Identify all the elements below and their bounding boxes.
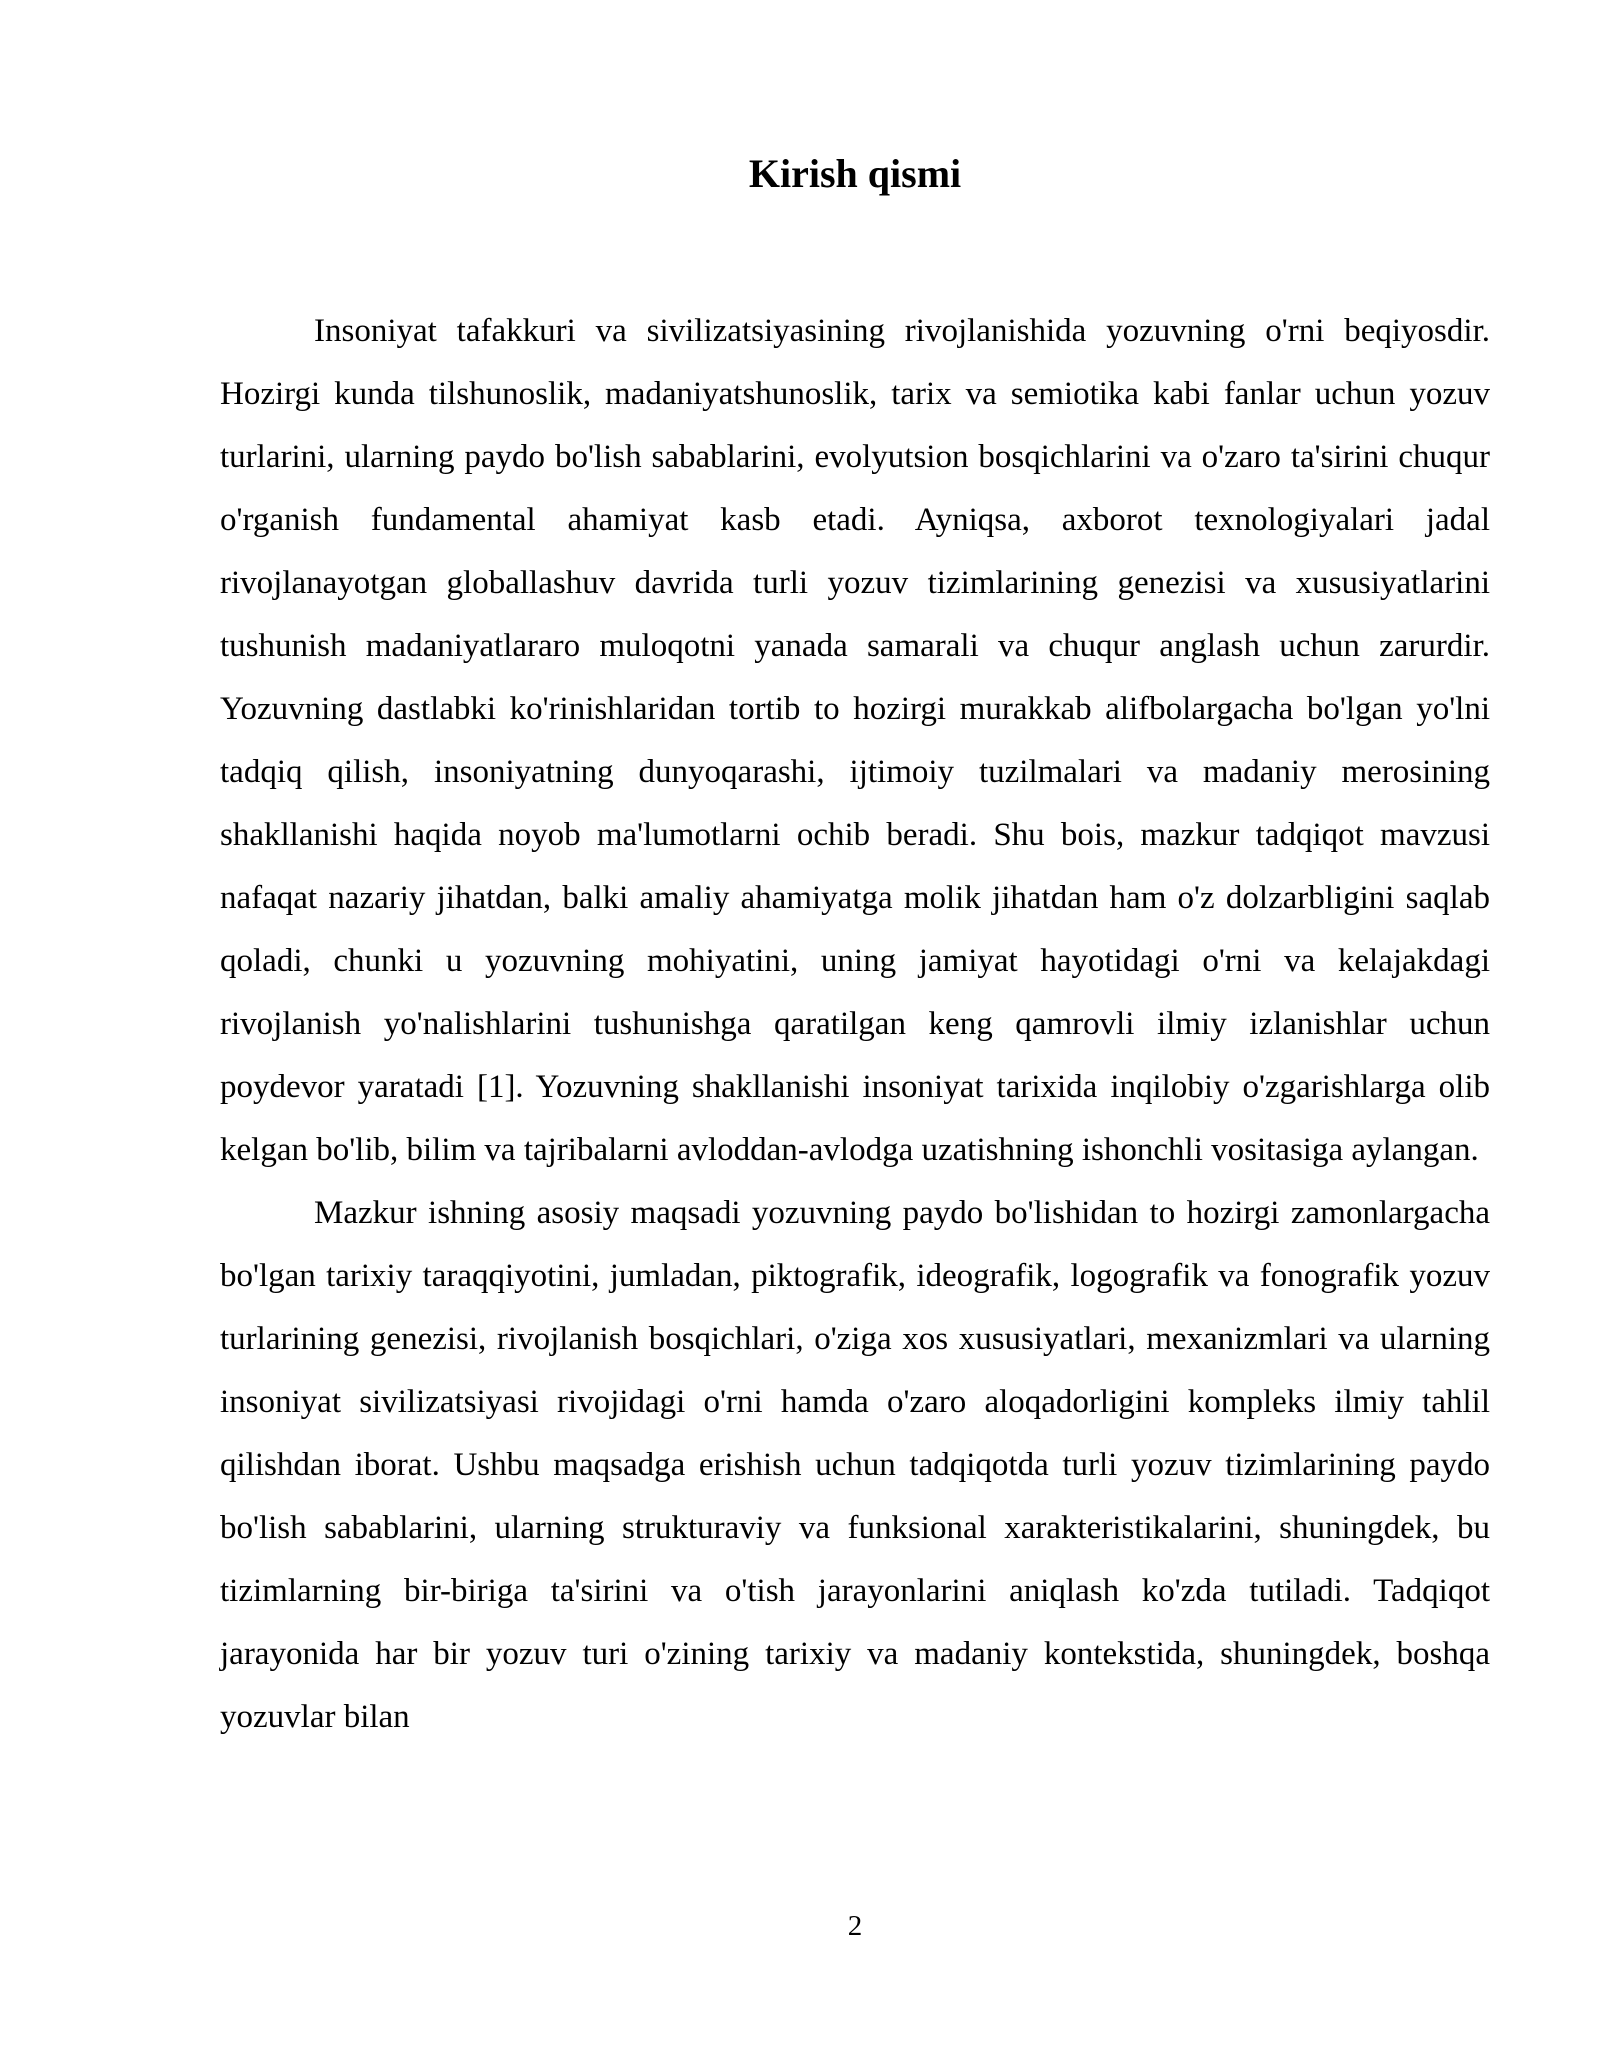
page-title: Kirish qismi — [748, 151, 962, 196]
paragraph: Insoniyat tafakkuri va sivilizatsiyasining rivojlanishida yozuvning o'rni beqiyosdir. Hozirgi kunda tilshunoslik, madaniyatshunoslik, tarix va semiotika kabi fanlar uchun yozuv turlarini, ularning paydo bo'lish sabablarini, evolyutsion bosqichlarini va o'zaro ta'sirini chuqur o'rganish fundamental ahamiyat kasb etadi. Ayniqsa, axborot texnologiyalari jadal rivojlanayotgan globallashuv davrida turli yozuv tizimlarining genezisi va xususiyatlarini tushunish madaniyatlararo muloqotni yanada samarali va chuqur anglash uchun zarurdir. Yozuvning dastlabki ko'rinishlaridan tortib to hozirgi murakkab alifbolargacha bo'lgan yo'lni tadqiq qilish, insoniyatning dunyoqarashi, ijtimoiy tuzilmalari va madaniy merosining shakllanishi haqida noyob ma'lumotlarni ochib beradi. Shu bois, mazkur tadqiqot mavzusi nafaqat nazariy jihatdan, balki amaliy ahamiyatga molik jihatdan ham o'z dolzarbligini saqlab qoladi, chunki u yozuvning mohiyatini, uning jamiyat hayotidagi o'rni va kelajakdagi rivojlanish yo'nalishlarini tushunishga qaratilgan keng qamrovli ilmiy izlanishlar uchun poydevor yaratadi [1]. Yozuvning shakllanishi insoniyat tarixida inqilobiy o'zgarishlarga olib kelgan bo'lib, bilim va tajribalarni avloddan-avlodga uzatishning ishonchli vositasiga aylangan. — [220, 313, 1490, 1168]
page-number: 2 — [847, 1910, 863, 1942]
document-body — [220, 300, 1490, 1749]
paragraph: Mazkur ishning asosiy maqsadi yozuvning paydo bo'lishidan to hozirgi zamonlargacha bo'lgan tarixiy taraqqiyotini, jumladan, piktografik, ideografik, logografik va fonografik yozuv turlarining genezisi, rivojlanish bosqichlari, o'ziga xos xususiyatlari, mexanizmlari va ularning insoniyat sivilizatsiyasi rivojidagi o'rni hamda o'zaro aloqadorligini kompleks ilmiy tahlil qilishdan iborat. Ushbu maqsadga erishish uchun tadqiqotda turli yozuv tizimlarining paydo bo'lish sabablarini, ularning strukturaviy va funksional xarakteristikalarini, shuningdek, bu tizimlarning bir-biriga ta'sirini va o'tish jarayonlarini aniqlash ko'zda tutiladi. Tadqiqot jarayonida har bir yozuv turi o'zining tarixiy va madaniy kontekstida, shuningdek, boshqa yozuvlar bilan — [220, 1195, 1490, 1735]
